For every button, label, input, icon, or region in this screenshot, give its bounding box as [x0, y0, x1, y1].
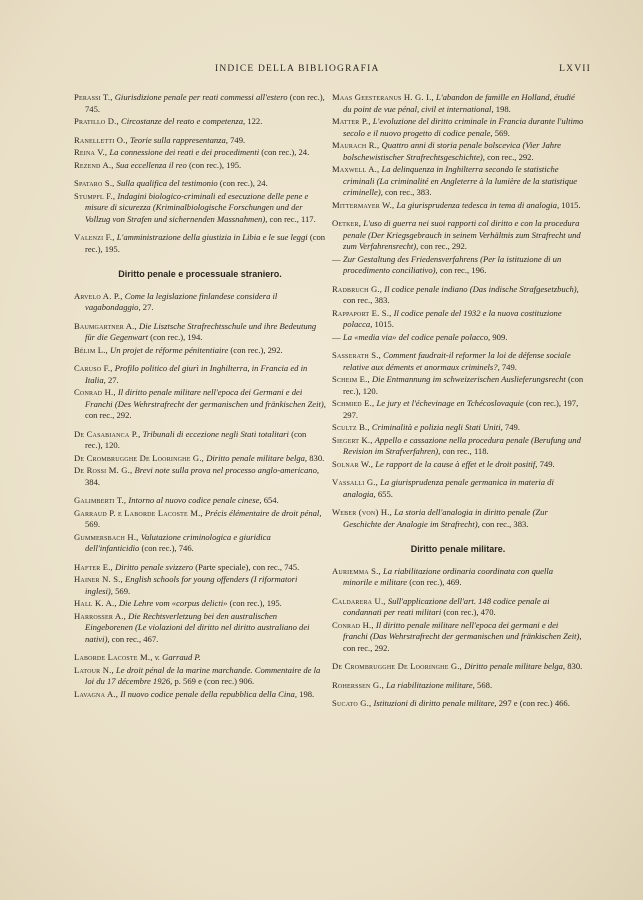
entry-reference: 1015.	[561, 199, 581, 210]
entry-reference: (con rec.), 194.	[150, 332, 203, 342]
entry-title: Giurisdizione penale per reati commessi all'estero	[114, 92, 288, 102]
entry-author: Gummersbach H.,	[74, 531, 139, 542]
bibliography-entry	[332, 661, 584, 673]
entry-title: Die Entmannung im schweizerischen Auslieferungsrecht	[371, 374, 566, 384]
entry-title: Quattro anni di storia penale bolscevica (Vier Jahre bolschewistischer Strafrechtsgeschichte),	[343, 140, 561, 162]
entry-author: Vassalli G.,	[332, 477, 378, 487]
entry-reference: 1015.	[374, 319, 394, 329]
entry-reference: 122.	[247, 116, 263, 126]
right-column	[332, 92, 584, 711]
entry-author: Reina V.,	[74, 147, 108, 157]
entry-author: Garraud P. e Laborde Lacoste M.,	[74, 507, 203, 518]
entry-reference: 655.	[377, 488, 393, 499]
bibliography-entry	[332, 374, 584, 397]
bibliography-entry	[332, 254, 584, 277]
page-header	[0, 64, 643, 78]
entry-reference: 569.	[115, 585, 131, 596]
entry-reference: 749.	[230, 134, 246, 145]
bibliography-entry	[74, 178, 326, 190]
section-heading-foreign-law: Diritto penale e processuale straniero.	[118, 269, 282, 279]
entry-author: Pratillo D.,	[74, 116, 119, 126]
bibliography-entry	[74, 689, 326, 701]
entry-reference: (con rec.), 24.	[219, 178, 268, 188]
entry-reference: 198.	[299, 688, 315, 699]
entry-reference: con rec., 196.	[439, 265, 487, 275]
entry-title: Criminalità e polizia negli Stati Uniti,	[371, 422, 503, 432]
entry-author: Caruso F.,	[74, 363, 113, 373]
bibliography-entry	[74, 611, 326, 646]
entry-reference: con rec., 292.	[85, 410, 132, 420]
entry-title: Indagini biologico-criminali ed esecuzione delle pene e misure di sicurezza (Kriminalbiologische Forschungen und der Vollzug von Strafen und sichernenden Massnahmen),	[85, 190, 309, 224]
entry-title: Il diritto penale militare nell'epoca dei germani e dei franchi (Das Wehrstrafrecht der germanischen und fränkischen Zeit),	[343, 619, 582, 641]
entry-author: Radbruch G.,	[332, 283, 383, 294]
entry-author: De Rossi M. G.,	[74, 465, 133, 475]
bibliography-entry	[332, 332, 584, 344]
bibliography-entry	[74, 532, 326, 555]
entry-title: Le jury et l'échevinage en Tchécoslovaquie	[376, 398, 524, 408]
entry-title: Diritto penale militare belga,	[206, 452, 308, 463]
entry-title: Come la legislazione finlandese considera il vagabondaggio,	[85, 290, 278, 312]
bibliography-entry	[332, 398, 584, 421]
entry-reference: (con rec.), 24.	[261, 147, 310, 157]
entry-author: Oetker,	[332, 218, 362, 228]
entry-title: Die Rechtsverletzung bei den australischen Eingeborenen (Le violazioni del diritto nel diritto australiano dei nativi),	[85, 610, 310, 644]
entry-reference: 749.	[501, 361, 517, 372]
entry-title: La riabilitazione ordinaria coordinata con quella minorile e militare	[343, 565, 554, 587]
entry-reference: (con rec.), 745.	[85, 92, 325, 114]
entry-title: Il diritto penale militare nell'epoca dei Germani e dei Franchi (Des Wehrstrafrecht der germanischen und fränkischen Zeit),	[85, 387, 326, 409]
entry-reference: (con rec.), 120.	[343, 374, 584, 396]
entry-reference: (con rec.), 195.	[229, 598, 282, 608]
entry-title: Zur Gestaltung des Friedensverfahrens (Per la istituzione di un procedimento conciliativo),	[342, 253, 562, 275]
bibliography-entry	[74, 562, 326, 574]
entry-reference: 569.	[494, 127, 510, 138]
entry-author: Latour N.,	[74, 664, 114, 675]
entry-author: Lavagna A.,	[74, 688, 119, 699]
entry-author: De Casabianca P.,	[74, 428, 141, 439]
entry-author: Maxwell A.,	[332, 164, 380, 174]
entry-author: Caldarera U.,	[332, 595, 386, 606]
entry-reference: 654.	[263, 495, 279, 505]
entry-reference: (con rec.), 469.	[409, 577, 462, 587]
bibliography-entry	[74, 363, 326, 386]
entry-author: Conrad H.,	[74, 387, 116, 397]
bibliography-entry	[74, 598, 326, 610]
entry-author: Arvelo A. P.,	[74, 290, 123, 301]
entry-reference: con rec., 467.	[111, 633, 159, 644]
bibliography-entry	[332, 477, 584, 500]
entry-title: Sua eccellenza il reo	[115, 159, 187, 170]
entry-title: v. Garraud P.	[154, 652, 201, 662]
bibliography-entry	[332, 350, 584, 373]
bibliography-entry	[332, 140, 584, 163]
entry-title: Die Lehre vom «corpus delicti»	[118, 598, 228, 608]
entry-author: Scheim E.,	[332, 374, 370, 384]
entry-reference: (con rec.), 197, 297.	[343, 398, 579, 420]
entry-author: Siegert K.,	[332, 434, 373, 445]
entry-title: L'evoluzione del diritto criminale in Francia durante l'ultimo secolo e il nuovo progetto di codice penale,	[343, 116, 584, 138]
entry-reference: 909.	[492, 331, 508, 342]
bibliography-entry	[332, 308, 584, 331]
entry-title: Profilo politico del giurì in Inghilterra, in Francia ed in Italia,	[85, 363, 308, 385]
bibliography-entry	[332, 92, 584, 115]
entry-reference: 297 e (con rec.) 466.	[498, 698, 570, 708]
entry-author: Galimberti T.,	[74, 495, 127, 505]
bibliography-entry	[332, 698, 584, 710]
entry-reference: con rec., 383.	[343, 295, 390, 305]
entry-reference: 568.	[477, 679, 493, 690]
entry-author: Conrad H.,	[332, 619, 374, 630]
section-heading-military-law: Diritto penale militare.	[410, 544, 506, 554]
entry-author: Hainer N. S.,	[74, 574, 123, 584]
entry-reference: 830.	[567, 661, 583, 671]
entry-title: Appello e cassazione nella procedura penale (Berufung und Revision im Strafverfahren),	[343, 434, 581, 456]
entry-title: Valutazione criminologica e giuridica dell'infanticidio	[85, 531, 271, 553]
entry-reference: (con rec.), 292.	[230, 344, 283, 355]
entry-author: Solnar W.,	[332, 458, 374, 469]
entry-author: Perassi T.,	[74, 92, 113, 102]
bibliography-entry	[74, 652, 326, 664]
entry-author: De Crombrugghe De Looringhe G.,	[74, 452, 205, 463]
entry-title: L'amministrazione della giustizia in Libia e le sue leggi	[116, 232, 308, 242]
entry-reference: (con rec.), 120.	[85, 428, 307, 450]
bibliography-entry	[332, 284, 584, 307]
bibliography-entry	[74, 508, 326, 531]
bibliography-entry	[332, 596, 584, 619]
entry-title: Il codice penale indiano (Das indische Strafgesetzbuch),	[384, 283, 579, 294]
entry-title: Diritto penale svizzero	[115, 561, 194, 572]
entry-reference: 830.	[309, 452, 325, 463]
entry-reference: 749.	[504, 422, 520, 432]
entry-title: La storia dell'analogia in diritto penale (Zur Geschichte der Analogie im Strafrecht),	[343, 507, 548, 529]
entry-author: Scultz B.,	[332, 422, 370, 432]
entry-author: Rappaport E. S.,	[332, 307, 392, 318]
entry-reference: con rec., 383.	[385, 187, 432, 197]
entry-title: Intorno al nuovo codice penale cinese,	[128, 495, 262, 505]
entry-title: La giurisprudenza penale germanica in materia di analogia,	[343, 477, 554, 499]
entry-title: Un projet de réforme pénitentiaire	[110, 344, 229, 355]
bibliography-entry	[74, 321, 326, 344]
entry-author: —	[332, 253, 341, 264]
entry-author: Laborde Lacoste M.,	[74, 652, 153, 662]
entry-title: La connessione dei reati e dei procedimenti	[109, 147, 260, 157]
entry-author: Rezend A.,	[74, 159, 114, 170]
bibliography-entry	[332, 422, 584, 434]
entry-author: Mittermayer W.,	[332, 199, 395, 210]
entry-reference: p. 569 e (con rec.) 906.	[174, 676, 255, 686]
bibliography-entry	[74, 665, 326, 688]
bibliography-entry	[74, 574, 326, 597]
entry-author: Valenzi F.,	[74, 232, 115, 242]
entry-author: Hall K. A.,	[74, 598, 117, 608]
entry-title: Il nuovo codice penale della repubblica della Cina,	[120, 688, 297, 699]
entry-title: La riabilitazione militare,	[386, 679, 475, 690]
entry-title: Précis élémentaire de droit pénal,	[204, 507, 322, 518]
entry-reference: (con rec.), 470.	[443, 607, 496, 617]
entry-author: Roherssen G.,	[332, 679, 384, 690]
bibliography-entry	[74, 92, 326, 115]
bibliography-entry	[332, 218, 584, 253]
bibliography-entry	[74, 135, 326, 147]
bibliography-entry	[332, 164, 584, 199]
entry-author: Baumgartner A.,	[74, 320, 137, 331]
entry-title: Sull'applicazione dell'art. 148 codice penale ai condannati per reati militari	[343, 595, 550, 617]
entry-title: La giurisprudenza tedesca in tema di analogia,	[396, 199, 560, 210]
entry-title: L'abandon de famille en Holland, étudié du point de vue pénal, civil et international,	[343, 92, 575, 114]
entry-author: Schmied E.,	[332, 398, 375, 408]
entry-author: De Crombrugghe De Looringhe G.,	[332, 661, 463, 671]
entry-author: Harrosser A.,	[74, 610, 126, 621]
entry-reference: con rec., 118.	[442, 446, 489, 456]
entry-title: Die Lisztsche Strafrechtsschule und ihre Bedeutung für die Gegenwart	[85, 320, 317, 342]
entry-title: La «media via» del codice penale polacco,	[342, 331, 491, 342]
bibliography-entry	[74, 345, 326, 357]
bibliography-entry	[74, 495, 326, 507]
bibliography-entry	[332, 620, 584, 655]
entry-author: Spataro S.,	[74, 178, 115, 188]
entry-author: Matter P.,	[332, 116, 371, 126]
bibliography-entry	[74, 429, 326, 452]
entry-author: Ranelletti O.,	[74, 134, 128, 145]
entry-author: Auriemma S.,	[332, 565, 381, 576]
entry-author: Sucato G.,	[332, 698, 372, 708]
bibliography-entry	[74, 291, 326, 314]
bibliography-entry	[332, 680, 584, 692]
bibliography-entry	[74, 232, 326, 255]
entry-title: Istituzioni di diritto penale militare,	[373, 698, 497, 708]
running-title: INDICE DELLA BIBLIOGRAFIA	[215, 64, 380, 74]
entry-reference: con rec., 117.	[269, 213, 316, 224]
entry-author: Hafter E.,	[74, 561, 113, 572]
entry-reference: 749.	[539, 458, 555, 469]
entry-title: English schools for young offenders (I riformatori inglesi),	[85, 574, 298, 596]
entry-title: Circostanze del reato e competenza,	[120, 116, 246, 126]
bibliography-entry	[74, 147, 326, 159]
entry-title: Brevi note sulla prova nel processo anglo-americano,	[134, 465, 320, 475]
bibliography-entry	[332, 435, 584, 458]
bibliography-entry	[74, 453, 326, 465]
bibliography-entry	[74, 116, 326, 128]
entry-reference: (Parte speciale), con rec., 745.	[195, 561, 300, 572]
bibliography-entry	[332, 200, 584, 212]
entry-reference: 569.	[85, 519, 101, 529]
bibliography-entry	[74, 387, 326, 422]
entry-title: Teorie sulla rappresentanza,	[130, 134, 228, 145]
entry-reference: con rec., 383.	[481, 518, 529, 529]
entry-title: La delinquenza in Inghilterra secondo le statistiche criminali (La criminalité en Angleterre à la lumière de la statistique criminelle),	[343, 164, 578, 197]
entry-reference: 198.	[495, 103, 511, 114]
entry-author: Stumpfl F.,	[74, 190, 116, 201]
entry-author: Maas Geesteranus H. G. I.,	[332, 92, 434, 102]
entry-author: Sasserath S.,	[332, 350, 381, 360]
entry-reference: con rec., 292.	[343, 642, 390, 653]
entry-reference: (con rec.), 195.	[85, 232, 326, 254]
bibliography-entry	[332, 507, 584, 530]
entry-title: Comment faudrait-il reformer la loi de défense sociale relative aux déments et anormaux criminels?,	[343, 350, 571, 372]
bibliography-entry	[74, 465, 326, 488]
page-number: LXVII	[559, 64, 591, 74]
entry-author: Weber (von) H.,	[332, 507, 392, 517]
entry-title: Il codice penale del 1932 e la nuova costituzione polacca,	[343, 307, 562, 329]
entry-title: Le droit pénal de la marine marchande. Commentaire de la loi du 17 décembre 1926,	[85, 664, 321, 686]
bibliography-entry	[74, 160, 326, 172]
entry-author: Maurach R.,	[332, 140, 380, 150]
entry-reference: con rec., 292.	[420, 241, 467, 251]
entry-reference: (con rec.), 746.	[141, 543, 194, 553]
entry-title: Le rapport de la cause à effet et le droit positif,	[375, 458, 538, 469]
entry-reference: 384.	[85, 476, 101, 487]
entry-author: Bélim L.,	[74, 344, 108, 355]
entry-title: Sulla qualifica del testimonio	[116, 178, 218, 188]
entry-title: L'uso di guerra nei suoi rapporti col diritto e con la procedura penale (Der Kriegsgebrauch in seinem Verhältnis zum Strafrecht und zum Verfahrensrecht),	[343, 218, 581, 251]
bibliography-entry	[74, 191, 326, 226]
entry-title: Tribunali di eccezione negli Stati totalitari	[142, 428, 289, 439]
entry-reference: 27.	[142, 302, 154, 312]
entry-reference: (con rec.), 195.	[188, 159, 242, 170]
entry-title: Diritto penale militare belga,	[464, 661, 566, 671]
left-column	[74, 92, 326, 701]
bibliography-entry	[332, 116, 584, 139]
entry-author: —	[332, 331, 341, 342]
bibliography-entry	[332, 566, 584, 589]
bibliography-entry	[332, 459, 584, 471]
entry-reference: con rec., 292.	[487, 151, 534, 162]
entry-reference: 27.	[107, 374, 119, 385]
